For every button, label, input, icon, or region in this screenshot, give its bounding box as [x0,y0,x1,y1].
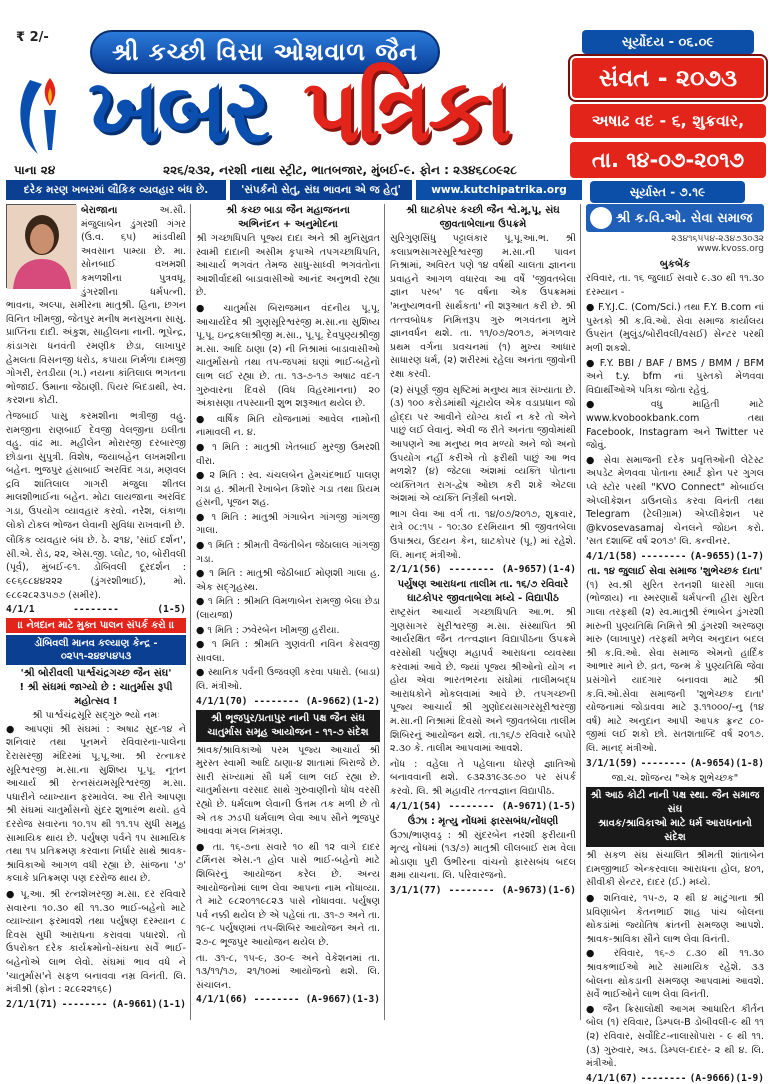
seva-samaj-phone: ૨૩૪૧૬૫૫૪-૨૩૪૭૩૦૩૨ [671,234,764,244]
column-divider [190,204,191,1020]
title-word-patrika: પત્રિકા [303,59,509,162]
article-heading-box [196,710,380,742]
obituary-name: બેરાજાના [81,205,118,216]
article-paragraph: રવિવાર, તા. ૧૬ જુલાઈ સવારે ૯.૩૦ થી ૧૧.૩૦ દરમ્યાન - [586,273,764,298]
obituary-contact: લૌકિક વ્યવહાર બંધ છે. ઠે. ૨૧૪, 'સાંઈ દર્શન', સી.એ. રોડ, ૨૨, એસ.જી. પ્લોટ, ૧૦, બોરીવલી (પૂર્વ), મુંબઈ-૯૧. ડોંબિવલી દૂરદર્શન : ૯૯૬૯૮૪૪૨૨૨ (ડુંગરશીભાઈ), મો. ૯૮૯૨૮૨૩૫૭૭ (સમીર). [6,535,186,601]
list-item: ● જૈન ક્રિસાલોક્ષી આગમ આધારિત કીર્તન બોલ (૧) રવિવાર, ડિમ્પલ-B ડોંબીવલી-૯ થી ૧૧ (૨) રવિવાર, સર્વોદિટ-નાલાસોપારા - ૯ થી ૧૧. (૩) ગુરુવાર, અડ. ડિમ્પલ-દાદર- ૨ થી ૪. લિ. મંત્રીઓ. [586,1003,764,1070]
ad-code: 2/1/1(71) -------- (A-9661)(1-1) [6,998,186,1010]
ad-code: 4/1/1(70) -------- (A-9662)(1-2) [196,695,380,707]
article-heading: પર્યુષણ આરાધના તાલીમ તા. ૧૬/૭ રવિવારે [397,579,569,591]
list-item: ● F.Y. BBI / BAF / BMS / BMM / BFM અને t.y. bfm નાં પુસ્તકો મેળવવા વિદ્યાર્થીઓએ પત્રિકા જોતા રહેવું. [586,357,764,396]
price-label: ₹ 2/- [16,30,49,45]
seva-samaj-logo-icon [590,207,612,229]
ad-code: 4/1/1 -------- (1-5) [6,604,186,616]
ad-code: 2/1/1(56) -------- (A-9657)(1-4) [390,564,576,576]
list-item: ● રવિવાર, ૧૬-૭ ૮.૩૦ થી ૧૧.૩૦ શ્રાવકભાઈઓ માટે સામાયિક રહેશે. ૩૩ બોલના થોકડાની સમજણ આપવામાં આવશે. સર્વે ભાઈઓને લાભ લેવા વિનંતી. [586,948,764,1001]
article-heading-box [586,787,764,847]
publisher-banner: શ્રી કચ્છી વિસા ઓશવાળ જૈન [90,30,440,74]
list-item: ● ૧ મિતિ : શ્રીમતિ ગુણવંતી નવિન કેસવજી સાવલા. [196,639,380,664]
article-heading: શ્રી આઠ કોટી નાની પક્ષ સ્થા. જૈન સમાજ સંઘ [590,790,760,816]
obituary-text: તેજબાઈ પાસુ કરમશીના ભત્રીજી વહુ. રામજીના રાણબાઈ દેવજી વેલજીના ઇલીતા વહુ. વાંઢ મા. મહીલેન મોરારજી દરબારજી છોડાના સુપુત્રી. વિશેષ, જયાબહેન લખમશીના બહેન. ભુજપુર હંસાબાઈ અરવિંદ ગડા, મણવલ દ્રવિ શાંતિલાલ ગાગરી મંજુલા શીતલ માલશીભાઈના બહેન. મોટા લાયજાના અરવિંદ ગડા, ઉપયોગ વ્યાવહાર કરવો. નરેશ, લંકાળા લોકો ટોકલ ભોજન લેવાની સુવિધા રાખવાની છે. [6,410,186,531]
ad-code: 4/1/1(58) -------- (A-9655)(1-7) [586,550,764,562]
list-item: ● ૧ મિતિ : માતુશ્રી ખેતબાઈ મુરજી ઉમરશી વીરા. [196,441,380,467]
list-item: ● વાર્ષિક મિતિ યોજનામાં આવેલ નામોની નામાવલી ન. ૪. [196,413,380,439]
article-heading: અભિનંદન + અનુમોદના [238,219,338,230]
eye-donation-notice: ।। નેત્રદાન માટે મુક્ત પાલન સંપર્ક કરો ।। [6,618,186,633]
article-paragraph: નોંધ : વહેલા તે પહેલાના ધોરણે જ્ઞાતિઓ બનાવવાની થશે. ૯૩૨૩૧૯૩૯૭૦ પર સંપર્ક કરવો. લિ. શ્રી મહાવીર તત્ત્વજ્ઞાન વિદ્યાપીઠ. [390,758,576,797]
article-paragraph: રાષ્ટ્રસંત આચાર્ય ગચ્છાધિપતિ આ.ભ. શ્રી ગુણસાગર સૂરીશ્વરજી મ.સા. સંસ્થાપિત શ્રી આર્યરક્ષિત જૈન તત્ત્વજ્ઞાન વિદ્યાપીઠના ઉપક્રમે વરસોથી પર્યુષણ મહાપર્વ આરાધના વ્યવસ્થા કરવામાં આવે છે. જ્યાં પૂજ્ય શ્રીઓનો યોગ ન હોય એવા ભારતભરના સંઘોમાં તાલીમબદ્ધ આરાધકોને મોકલવામાં આવે છે. તપગચ્છની પૂજ્ય આચાર્ય શ્રી ગુણોદયસાગરસૂરીશ્વરજી મ.સા.ની નિશ્રામાં દિવસો અને જીવતબેલા તાલીમ શિબિરનું આયોજન થશે. તા.૧૬/૭ રવિવારે બપોરે ૨.૩૦ કે. તાલીમ આપવામાં આવશે. [390,607,576,755]
list-item: ● સેવા સમાજની દરેક પ્રવૃત્તિઓની લેટેસ્ટ અપડેટ મેળવવા પોતાના સ્માર્ટ ફોન પર ગુગલ પ્લે સ્ટોર પરથી "KVO Connect" મોબાઈલ એપ્લીકેશન ડાઉનલોડ કરવા વિનંતી તથા Telegram (ટેલીગ્રામ) એપ્લીકેશન પર @kvosevasamaj ચેનલને જોઇન કરો. 'સત દશાબ્દિ વર્ષ ૨૦૧૭' લિ. કન્વીનર. [586,454,764,548]
issue-date: તા. ૧૪-૦૭-૨૦૧૭ [570,142,766,178]
seva-samaj-banner [586,204,764,232]
tagline-left: દરેક મરણ ખબરમાં લૌકિક વ્યવહાર બંધ છે. [6,180,226,200]
sunset-time: સૂર્યાસ્ત - ૭.૧૯ [590,181,745,203]
list-item: ● ૨ મિતિ : સ્વ. ચંચલબેન હેમચંદભાઈ પાલણ ગડા હ. શ્રીમતી રેખાબેન કિશોર ગડા તથા પ્રિયમ હંસની, પૂજન શહ. [196,470,380,509]
list-item: ● ૧ મિતિ : માતુશ્રી જેઠીબાઈ મોણશી ગાલા હ. એક સદ્‌ગૃહસ્થ. [196,568,380,593]
list-item: ● શનિવાર, ૧૫-૭, ૨ થી ૪ માટુંગાના શ્રી પ્રવિણાબેન કેતનભાઈ શાહ પાંચ બોલના થોકડાંમાં જ્યોતિષ ક્રાંતની સમજણ આપશે. શ્રાવક-શ્રાવિકા સૌને લાભ લેવા વિનંતી. [586,892,764,945]
column-2 [196,204,380,1020]
article-paragraph: ● આપણાં શ્રી સંઘમાં : અષાઢ સુદ-૧૪ ને શનિવાર તથા પૂનમને રવિવારના-પાલેના દેરાસરજી મંદિરમાં પૂ.પૂ.આ. શ્રી રત્નાકર સૂરિશ્વરજી મ.સા.ના સુશિષ્ય પૂ.પૂ. નૂતન આચાર્ય શ્રી રત્નસંયમસૂરિશ્વરજી મ.સા. પધારીને વ્યાખ્યાન ફરમાવેલ. આ રીતે આપણા શ્રી સંઘમાં ચાતુર્માસનો સુંદર શુભારંભ થયો. હવે દરરોજ સવારના ૧૦.૧૫ થી ૧૧.૧૫ સુધી સમૂહ સામાયિક થાય છે. પર્યુષણ પર્વને ૧૫ સામાયિક તથા ૧૫ પ્રતિક્રમણ કરવાના નિર્ધાર સાથે શ્રાવક-શ્રાવિકાઓ આગળ વધી રહ્યા છે. સાંજના '૭' કલાકે પ્રતિક્રમણ પણ દરરોજ થાય છે. [6,723,186,885]
seva-samaj-title: શ્રી ક.વિ.ઓ. સેવા સમાજ [616,210,753,226]
ad-code: 3/1/1(77) -------- (A-9673)(1-6) [390,884,576,896]
article-heading: 'શ્રી બોરીવલી પાર્શ્વચંદ્રગચ્છ જૈન સંઘ' [20,668,172,680]
article-subheading: શ્રી પાર્શ્વચંદ્રસૂરિ સદ્ગુરુ ભ્યો નમઃ [31,710,161,722]
article-paragraph: ઉંઝા/ભાણવડ્ર : શ્રી સુંદરબેન નરશી ફરીયાની મૃત્યુ નોંધમાં (૧૩/૭) માતુશ્રી લીલબાઈ રામ વેલા મોડાણા પુરી ઉભીરના વાંચનો ફારસબંધ બદલ ક્ષમા યાચના. લિ. પરિવારજનો. [390,829,576,882]
article-paragraph: ● તા. ૧૬-૭ના સવારે ૧૦ થી ૧૨ વાગે દાદર ટર્મિનસ એસ.-૧ હોલ પાસે ભાઈ-બહેનો માટે શિબિરનું આયોજન કરેલ છે. અન્ય આયોજનોમાં લાભ લેવા આપના નામ નોંધાવ્યા. તે માટે ૯૮૨૦૧૧૯૮૨૩ પાસે નોંધાવવા. પર્યુષણ પર્વ નક્કી થયેલ છે એ પહેલાં તા. ૩૧-૭ અને તા. ૧૯-૮ પર્યુષણમાં તપ-શિબિર આયોજન અને તા. ૨૭-૮ ભૂજપુર આયોજન થયેલ છે. [196,841,380,948]
column-divider [580,204,581,1020]
obituary-text: અ.સૌ. મંજુલાબેન ડુંગરશી ગંગર (ઉ.વ. ૬૫) માંડવીથી અવસાન પામ્યા છે. મા. સોનબાઈ વખમશી કમળશીના પુત્રવધૂ. ડુંગરશીના ધર્મપત્ની. ભાવના, અલ્પા, સમીરના માતુશ્રી. હિના, છગન વિનિત ખીમજી, જેતપુર મનીષ મનસુખના સાસુ. પ્રાપ્તિના દાદી. અંકુશ, સાહીલના નાની. ભૂપેન્દ્ર, કાંડાગરા ધનવંતી રમણીક છેડા, લાખાપુર હેમલતા વિસનજી ધરોડ, કપાયા નિર્મળા દામજી ગોગરી, રતડીયા (ગ.) નયના કાંતિલાલ ભગતના ભોજાઈ. ઉમાના જેઠાણી. પિયર બિદડાથી, સ્વ. કરશના કોટી. [6,205,186,407]
list-item: ● વધુ માહિતી માટે www.kvobookbank.com તથા Facebook, Instagram અને Twitter પર જોવું. [586,399,764,452]
list-item: ● ૧ મિતિ : માતુશ્રી ગંગાબેન ગાંગજી ગાંગજી ગાલા. [196,511,380,537]
publisher-address: ૨૨૬/૨૩૨, નરશી નાથા સ્ટ્રીટ, ભાતબજાર, મુંબઈ-૯. ફોન : ૨૩૪૬૮૦૯૨૮ [163,163,517,177]
column-3 [390,204,576,1020]
ad-code: 4/1/1(54) -------- (A-9671)(1-5) [390,800,576,812]
website-link[interactable]: www.kutchipatrika.org [416,180,582,200]
list-item: ● ૧ મિતિ : શ્રીમતી વૈજંતીબેન જેઠાલાલ ગાંગજી ગડા. [196,540,380,565]
article-heading: ! શ્રી સંઘમાં જાગ્યો છે : ચાતુર્માસ રૂપી મહોત્સવ ! [19,682,173,708]
article-paragraph: તા. ૩૧-૮, ૧૫-૯, ૩૦-૯ અને વેકેશનમાં તા. ૧૩/૧૧/૧૭, ૨૧/૧૦માં આયોજનો થશે. લિ. સંચાલન. [196,952,380,991]
article-paragraph: ● પૂ.આ. શ્રી રત્નશેખરજી મ.સા. દર રવિવારે સવારના ૧૦.૩૦ થી ૧૧.૩૦ ભાઈ-બહેનો માટે વ્યાખ્યાન ફરમાવશે તથા પર્યુષણ દરમ્યાન ૮ દિવસ સુધી આરાધના કરાવવા પધારશે. તો ઉપરોક્ત દરેક કાર્યક્રમોનો-સંઘના સર્વે ભાઈ-બહેનોએ લાભ લેવો. સંઘમાં ભાવ વધે ને 'ચાતુર્માસ'ને સફળ બનાવવા નમ્ર વિનંતી. લિ. મંત્રીશ્રી (ફોન : ૨૮૯૨૨૧૬૯) [6,888,186,996]
article-paragraph: શ્રી ગચ્છાધિપતિ પૂજ્ય દાદા અને શ્રી મુનિસુવ્રત સ્વામી દાદાની અસીમ કૃપાએ તપગચ્છાધિપતિ, આચાર્ય ભગવંત તેમજ સાધુ-સાધ્વી ભગવંતોના આશીર્વાદથી બાડાવાસીઓ આનંદ અનુભવી રહ્યા છે. [196,233,380,299]
ad-code: 3/1/1(59) -------- (A-9654)(1-8) [586,757,764,769]
obituary-photo [6,204,76,288]
article-heading: ચાતુર્માસ સમૂહ આયોજન - ૧૧-૭ સંદેશ [207,726,369,738]
samvat-year: સંવત - ૨૦૭૩ [570,56,766,100]
article-paragraph: શ્રી સકળ સંઘ સંચાલિત શ્રીમતી શાંતાબેન દામજીભાઈ એન્કરવાલા આરાધના હોલ, ૪૦૧, સીવીકી સેન્ટર, દાદર (ઈ.) મધ્યે. [586,850,764,889]
ad-code: 4/1/1(67) -------- (A-9666)(1-9) [586,1072,764,1084]
title-word-khabar: ખબર [88,59,268,162]
column-4 [586,204,764,1084]
article-heading: તા. ૧૪ જુલાઈ સેવા સમાજ 'શુભેચ્છક દાતા' [587,565,763,577]
portrait-image [7,205,77,289]
seva-samaj-website[interactable]: www.kvoss.org [696,244,764,254]
date-panel [570,30,766,180]
sponsor-note: જા.ચ. શોજન્ય "એક શુભેચ્છક" [611,772,739,784]
section-heading: બુકબેંક [659,259,691,270]
article-heading: શ્રી કચ્છ બાડા જૈન મહાજનના [226,205,350,216]
ad-code: 4/1/1(66) -------- (A-9667)(1-3) [196,994,380,1006]
tagline-bar [6,180,586,200]
welfare-center-contact: ડોંબિવલી માનવ કલ્યાણ કેન્દ્ર - ૦૨૫૧-૨૪૪૫૪૫૩ [6,635,186,665]
article-heading: જીવતાબેલાના ઉપક્રમે [439,219,527,230]
article-heading: ઉંઝા : મૃત્યુ નોંધમાં ફારસબંધ/નોંધણી [407,815,559,827]
newspaper-title [78,56,548,166]
list-item: ● ૧ મિતિ : ઝવેરબેન ખીમજી હરીયા. [196,624,340,636]
tagline-middle: 'સંપર્કનો સેતુ, સંઘ ભાવના એ જ હેતુ' [230,180,412,200]
list-item: ● સ્થાનિક પર્વની ઉજવણી કરવા પધારો. (બાડા) લિ. મંત્રીઓ. [196,667,380,692]
article-heading: શ્રી ભૂજપુર/પ્રતાપુર નાની પક્ષ જૈન સંઘ [211,712,365,724]
sunrise-time: સૂર્યોદય - ૦૬.૦૯ [582,30,754,54]
article-paragraph: સુરિ‌ગુણસિંધુ પટ્ટાલંકાર પૂ.પૂ.આ.ભ. શ્રી કલાપ્રભસાગરસૂરિશ્વરજી મ.સા.ની પાવન નિશ્રામાં, અવિરત પણે ૧૪ વર્ષથી ચાલતા જ્ઞાનના પ્રવાહને આગળ વધારવા આ વર્ષે 'જીવતબેલા જ્ઞાન પરબ' ૧૯ વર્ષના એક ઉપક્રમમાં 'મનુષ્યભવની સાર્થકતા' ની શરૂઆત કરી છે. શ્રી તત્ત્વબોધક નિમિત્તરૂપ ગુરુ ભગવંતના મુખે જ્ઞાનવર્ધન થશે. તા. ૧૧/૦૭/૨૦૧૭, મંગળવાર પ્રથમ વર્ગના પ્રવચનમાં (૧) મુખ્ય આધાર સાધારણ ધર્મ, (૨) શરીરમાં રહેલા અનંતા જીવોની રક્ષા કરવી. [390,233,576,380]
list-item: ● F.Y.J.C. (Com/Sci.) તથા F.Y. B.com નાં પુસ્તકો શ્રી ક.વિ.ઓ. સેવા સમાજ કાર્યાલય ઉપરાંત (મુલુંડ/બોરીવલી/વસઈ) સેન્ટર પરથી મળી શકશે. [586,302,764,354]
list-item: ● ૧ મિતિ : શ્રીમતિ વિમળાબેન રામજી બેલા છેડા (લાયજા) [196,596,380,622]
column-1 [6,204,186,1020]
article-paragraph: ● ચાતુર્માસ બિરાજમાન વંદનીય પૂ.પૂ. આચાર્યદેવ શ્રી ગુણસૂરિશ્વરજી મ.સા.ના સુશિષ્ય પૂ.પૂ. ઇન્દ્રકલાશ્રીજી મ.સા., પૂ.પૂ. દેવપુણ્યશ્રીજી મ.સા. આદિ ઠાણા (૨) ની નિશ્રામાં બાડાવાસીઓ ચાતુર્માસનો તથા તપ-જપમાં ઘણાં ભાઈ-બહેનો લાભ લઈ રહ્યા છે. તા. ૧૩-૭-૧૭ અષાઢ વદ-૧ ગુરુવારના દિવસે (વિધ વિહરમાનના) ૨૦ અંકાસણા તપસ્યાની શુભ શરૂઆત થયેલ છે. [196,302,380,410]
column-divider [384,204,385,1020]
article-heading: ઘાટકોપર જીવતાબેલા મધ્યે - વિદ્યાપીઠ [407,593,559,605]
tithi-day: અષાઢ વદ - ૬, શુક્રવાર, [570,104,766,138]
torch-logo-icon [12,70,88,158]
article-paragraph: શ્રાવક/શ્રાવિકાઓ પરમ પૂજ્ય આચાર્ય શ્રી મુરસ્ત સ્વામી આદિ ઠાણા-૪ શાતામાં બિરાજે છે. સારી સંખ્યામાં સૌ ધર્મ લાભ લઈ રહ્યા છે. ચાતુર્માસના વરસાદ સાથે ગુરુવાણીનો ધોધ વરસી રહ્યો છે. ધર્મલાભ લેવાની ઉત્તમ તક મળી છે તો એ તક ઝડપી ધર્મલાભ લેવા આપ સૌને ભૂજપુર આવવા મંગલ નિમંત્રણ. [196,744,380,838]
article-heading: શ્રી ઘાટકોપર કચ્છી જૈન શ્વે.મૂ.પૂ. સંઘ [406,205,560,216]
article-paragraph: (૧) સ્વ.શ્રી સુરિત રતનશી ધારસી ગાલા (ભોજાય) ના સ્મરણાર્થે ધર્મપત્ની હીરા સુરિત ગાલા તરફથી (૨) સ્વ.માતુશ્રી રંભાબેન ડુંગરશી મારુની પુણ્યતિથિ નિમિત્તે શ્રી ડુંગરશી અરજણ મારુ (લાખાપુર) તરફથી મળેલ અનુદાન બદલ શ્રી ક.વિ.ઓ. સેવા સમાજ એમનો હાર્દિક આભાર માને છે. વ્રત, જન્મ કે પુણ્યતિથિ જેવા પ્રસંગોને યાદગાર બનાવવા માટે શ્રી ક.વિ.ઓ.સેવા સમાજની 'શુભેચ્છક દાતા' યોજનામાં જોડાવવા માટે રૂ.૧૧૦૦૦/-નુ (૧૪ વર્ષ) માટે અનુદાન આપી આપક ફ્રન્ટ ૮૦-જીમાં લઈ શકો છો. સતશતાબ્દિ વર્ષ ૨૦૧૭. લિ. માનદ્ મંત્રીઓ. [586,579,764,754]
article-paragraph: (૨) સંપૂર્ણ જીવ સૃષ્ટિમાં મનુષ્ય માત્ર સંખ્યાતા છે. (૩) ૧૦૦ કરોડમાંથી ચૂંટાયેલ એક વડાપ્રધાન જો હોદ્દા પર આવીને યોગ્ય કાર્ય ન કરે તો એને પાછું લઈ લેવાનું. એવી જ રીતે અનંતા જીવોમાંથી આપણને આ મનુષ્ય ભવ મળ્યો અને જો અનો ઉપયોગ નહીં કરીએ તો ફરીથી પાછું આ ભવ મળશે? (૪) જેટલા અંશમાં વ્યક્તિ પોતાના વ્યક્તિગત રાગ-દ્વેષ ઓછા કરી શકે એટલા અંશમાં એ વ્યક્તિ નિર્ગ્રંથી બનશે. [390,384,576,505]
article-paragraph: ભાગ લેવા આ વર્ગ તા. ૧૪/૦૭/૨૦૧૭, શુક્રવાર, રાત્રે ૦૮:૧૫ - ૧૦:૩૦ દરમિયાન શ્રી જીવતબેલા ઉપાશ્રય, ઉદયન કેન, ઘાટકોપર (પૂ.) માં રહેશે. લિ. માનદ્ મંત્રીઓ. [390,508,576,561]
page-count: પાના ૨૪ [14,163,56,177]
article-heading: શ્રાવક/શ્રાવિકાઓ માટે ધર્મ આરાધનાનો સંદેશ [598,818,752,844]
